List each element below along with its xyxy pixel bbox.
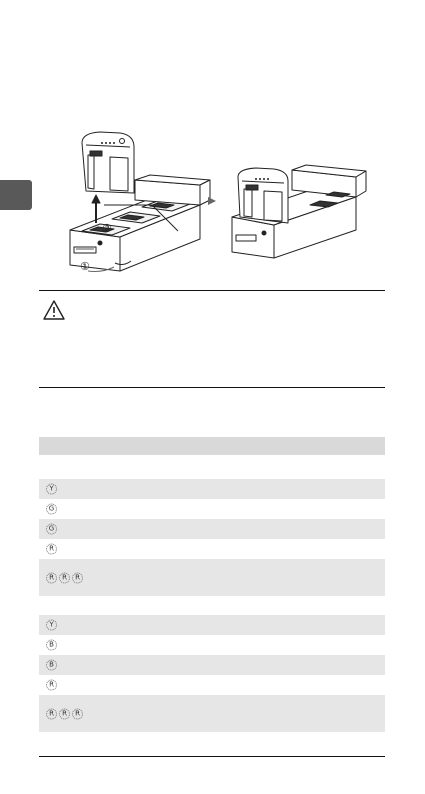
- led-indicator-icon: G: [46, 504, 57, 515]
- led-indicator-icon: R: [72, 572, 83, 583]
- section-tab: [0, 180, 32, 210]
- led-indicator-icon: R: [59, 572, 70, 583]
- hub-right: [232, 165, 366, 258]
- table-row: [39, 655, 385, 675]
- led-status-table: [39, 437, 385, 732]
- arrow-icon: [208, 197, 216, 205]
- led-indicator-icon: R: [59, 708, 70, 719]
- table-row: [39, 539, 385, 559]
- charging-hub-illustration: [60, 125, 380, 285]
- led-indicator-icon: Y: [46, 484, 57, 495]
- led-indicator-icon: R: [72, 708, 83, 719]
- table-row: [39, 519, 385, 539]
- step-1-marker: ①: [80, 260, 90, 273]
- table-row: [39, 695, 385, 732]
- table-section-spacer: [39, 455, 385, 479]
- divider-bottom: [39, 756, 385, 757]
- table-row: [39, 615, 385, 635]
- step-2-marker: ②: [102, 222, 112, 235]
- table-section-spacer: [39, 596, 385, 615]
- table-row: [39, 635, 385, 655]
- led-indicator-icon: B: [46, 660, 57, 671]
- led-indicator-icon: R: [46, 544, 57, 555]
- led-indicator-icon: R: [46, 708, 57, 719]
- warning-icon: [42, 299, 66, 321]
- table-row: [39, 479, 385, 499]
- table-row: [39, 559, 385, 596]
- table-row: [39, 675, 385, 695]
- divider-middle: [39, 387, 385, 388]
- led-indicator-icon: R: [46, 572, 57, 583]
- divider-top: [39, 290, 385, 291]
- led-indicator-icon: B: [46, 640, 57, 651]
- table-header-row: [39, 437, 385, 455]
- led-indicator-icon: R: [46, 680, 57, 691]
- led-indicator-icon: Y: [46, 620, 57, 631]
- led-indicator-icon: G: [46, 524, 57, 535]
- table-row: [39, 499, 385, 519]
